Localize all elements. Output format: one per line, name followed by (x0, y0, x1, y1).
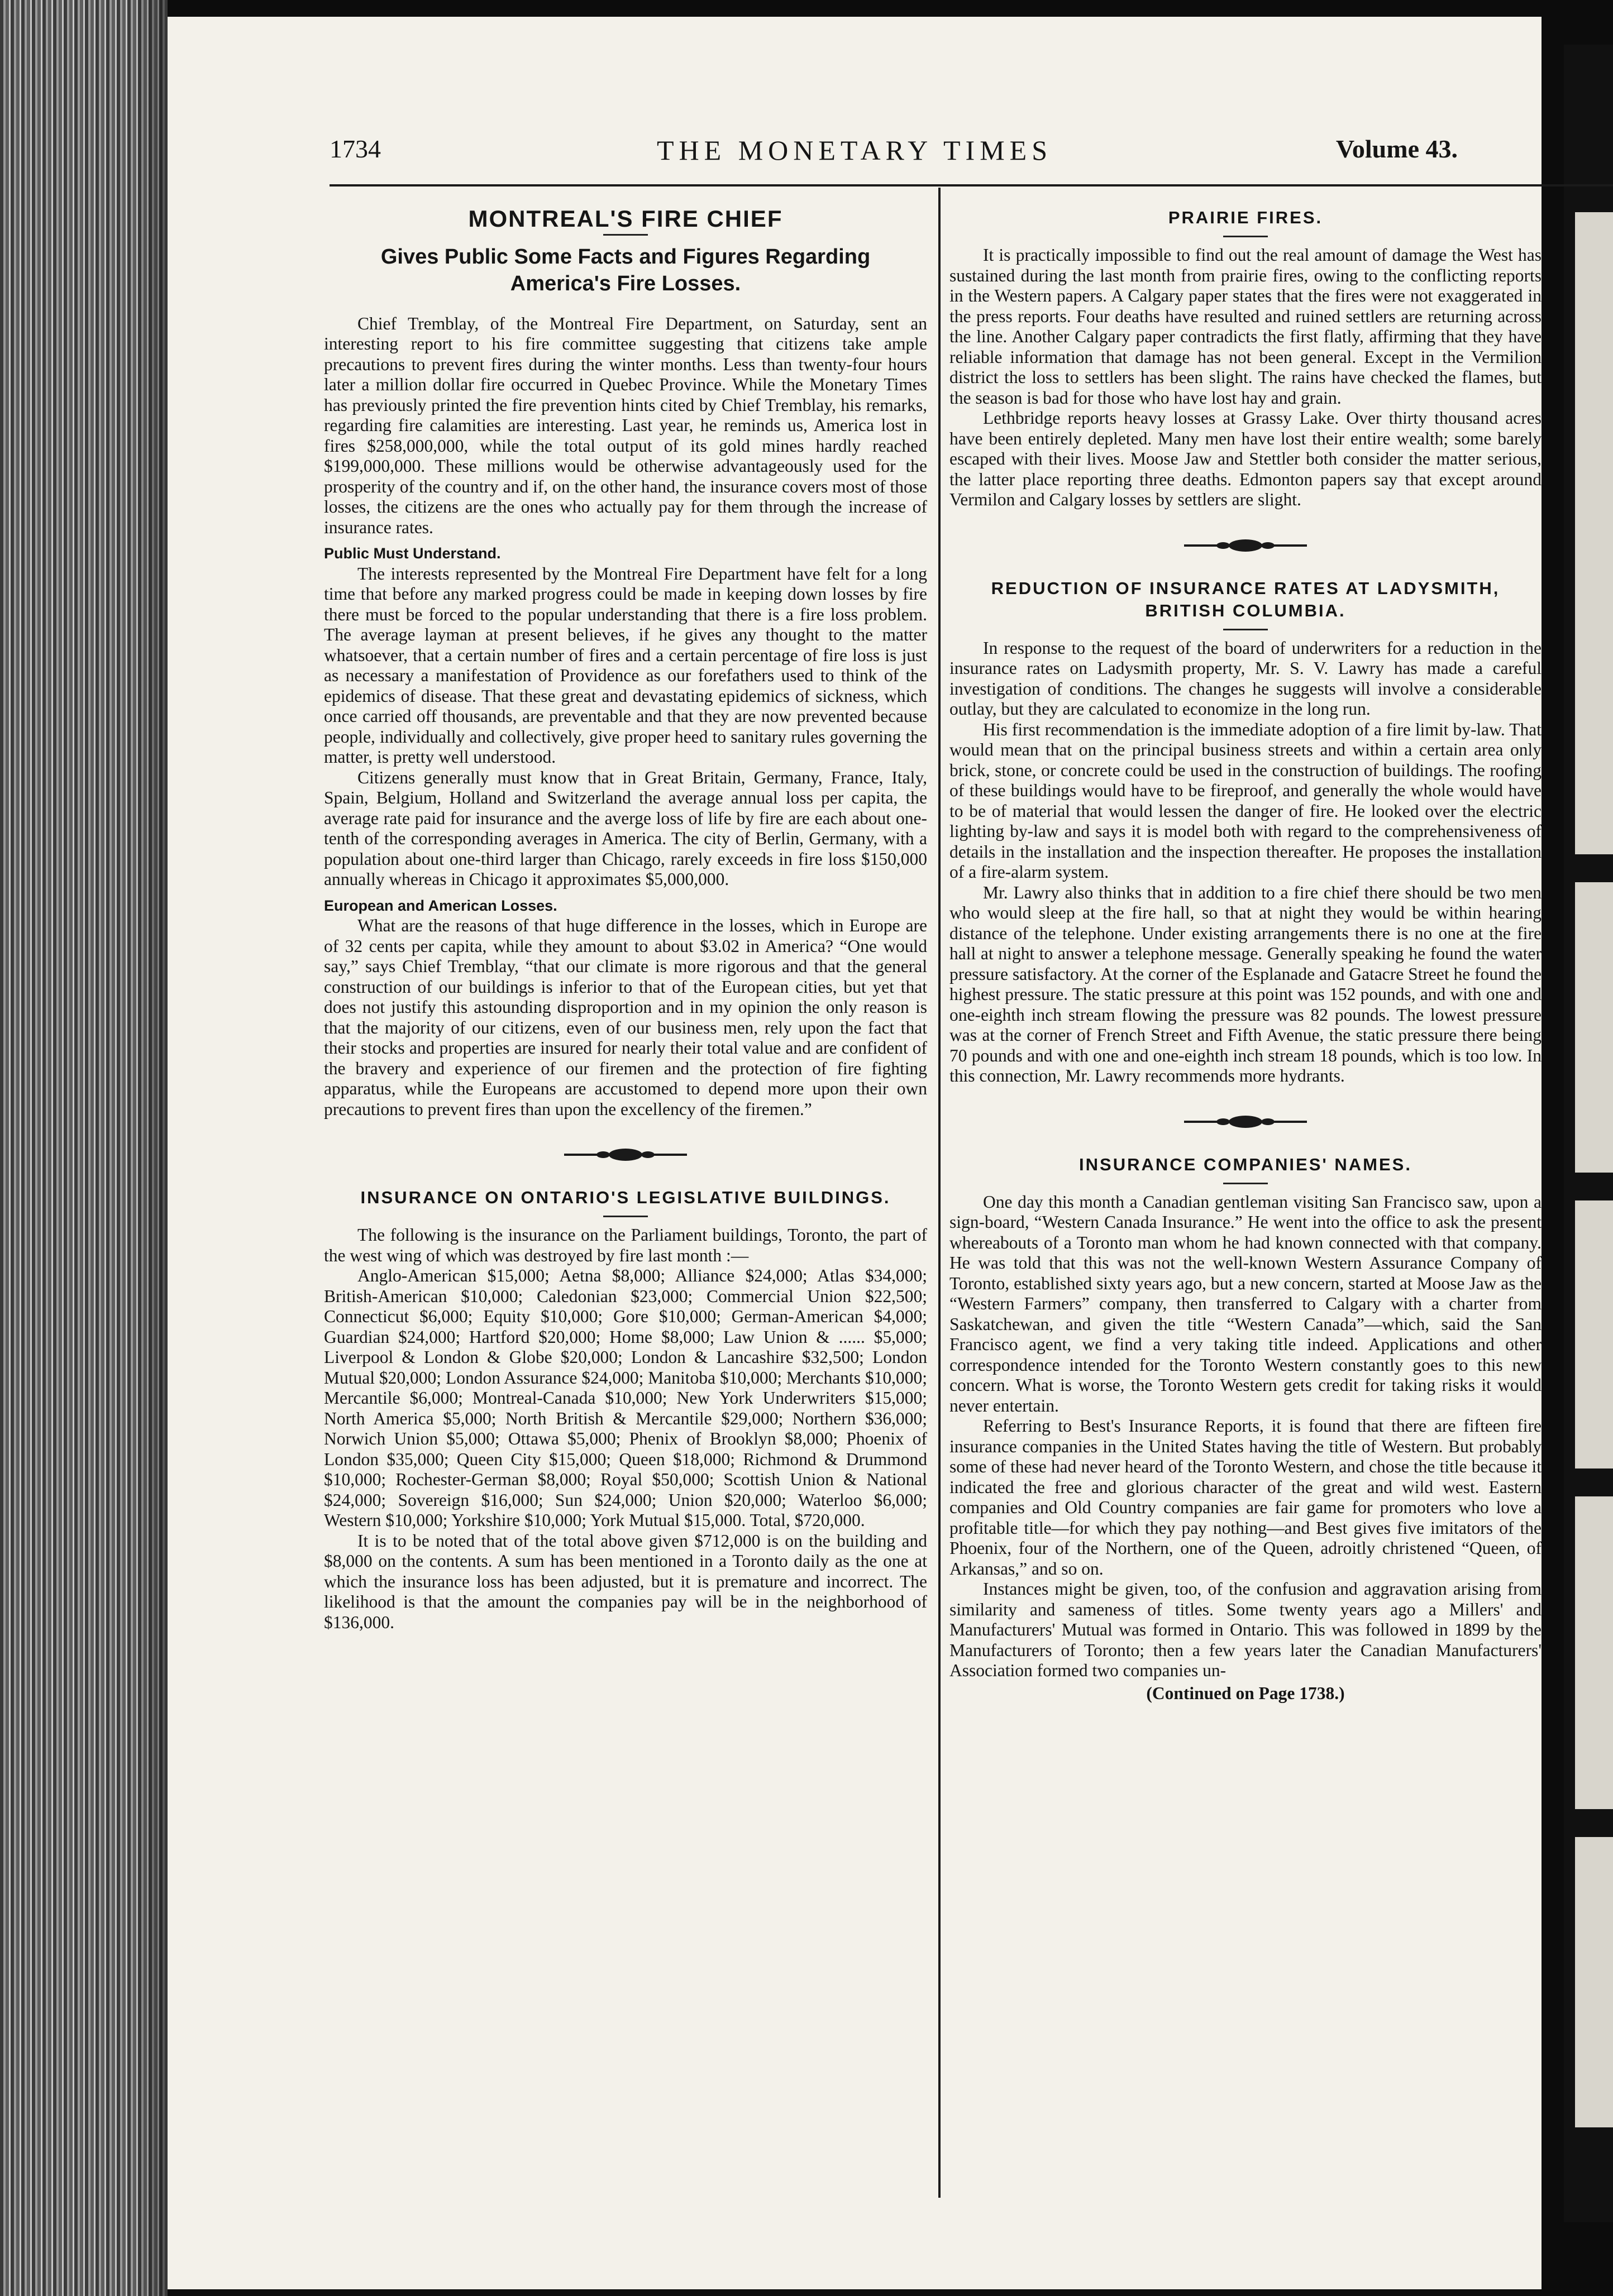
ornament-divider (1178, 1112, 1313, 1131)
publication-title: THE MONETARY TIMES (657, 135, 1052, 166)
page-number: 1734 (330, 135, 381, 163)
paragraph: His first recommendation is the immediate adoption of a fire limit by-law. That would mean that on the principal business streets and within a certain area only brick, stone, or concrete could be used in the construction of buildings. The roofing of these buildings would have to be fireproof, and generally the whole would have to be of material that would lessen the danger of fire. He looked over the electric lighting by-law and says it is model both with regard to the comprehensiveness of details in the installation and the inspection thereafter. He proposes the installation of a fire-alarm system. (949, 719, 1542, 882)
ornament-divider (1178, 536, 1313, 555)
book-binding (0, 0, 168, 2296)
right-column (949, 195, 1542, 1704)
paragraph: Instances might be given, too, of the confusion and aggravation arising from similarity and sameness of titles. Some twenty years ago a Millers' and Manufacturers' Mutual was formed in Ontario. This was followed in 1899 by the Manufacturers of Toronto; then a few years later the Canadian Manufacturers' Association formed two companies un- (949, 1579, 1542, 1680)
header-rule (330, 184, 1613, 186)
paragraph: One day this month a Canadian gentleman visiting San Francisco saw, upon a sign-board, “Western Canada Insurance.” He went into the office to ask the present whereabouts of a Toronto man whom he had known connected with that company. He was told that this was not the well-known Western Assurance Company of Toronto, established sixty years ago, but a new concern, started at Moose Jaw as the “Western Farmers” company, then transferred to Calgary with a charter from Saskatchewan, and given the title “Western Canada”—which, said the San Francisco agent, we find a very taking title indeed. Applications and other correspondence intended for the Toronto Western constantly goes to this new concern. What is worse, the Toronto Western gets credit for taking risks it would never entertain. (949, 1192, 1542, 1415)
article-subtitle: Gives Public Some Facts and Figures Regarding America's Fire Losses. (380, 245, 871, 295)
paragraph: The following is the insurance on the Parliament buildings, Toronto, the part of the west wing of which was destroyed by fire last month :— (324, 1225, 927, 1265)
paragraph: Mr. Lawry also thinks that in addition to a fire chief there should be two men who would sleep at the fire hall, so that at night they would be within hearing distance of the telephone. Under existing arrangements there is no one at the fire hall at night to answer a telephone message. Generally speaking he found the water pressure satisfactory. At the corner of the Esplanade and Gatacre Street he found the highest pressure. The static pressure at this point was 152 pounds, and with one and one-eighth inch stream flowing the pressure was 82 pounds. The lowest pressure was at the corner of French Street and Fifth Avenue, the static pressure there being 70 pounds and with one and one-eighth inch stream 18 pounds, which is too low. In this connection, Mr. Lawry recommends more hydrants. (949, 882, 1542, 1085)
article-title-company-names: INSURANCE COMPANIES' NAMES. (1079, 1154, 1412, 1174)
paragraph: Chief Tremblay, of the Montreal Fire Department, on Saturday, sent an interesting report to his fire committee suggesting that citizens take ample precautions to prevent fires during the winter months. Less than twenty-four hours later a million dollar fire occurred in Quebec Province. While the Monetary Times has previously printed the fire prevention hints cited by Chief Tremblay, his remarks, regarding fire calamities are interesting. Last year, he reminds us, America lost in fires $258,000,000, while the total output of its gold mines hardly reached $199,000,000. These millions would be otherwise advantageously used for the prosperity of the country and if, on the other hand, the insurance covers most of those losses, the citizens are the ones who actually pay for them through the increase of insurance rates. (324, 313, 927, 537)
article-title-ladysmith: REDUCTION OF INSURANCE RATES AT LADYSMITH, BRITISH COLUMBIA. (991, 578, 1500, 620)
paragraph: Referring to Best's Insurance Reports, it is found that there are fifteen fire insurance companies in the United States having the title of Western. But probably some of these had never heard of the Toronto Western, and chose the title because it indicated the free and glorious character of the great and wild west. Eastern companies and Old Country companies are fair game for promoters who love a profitable title—for which they pay nothing—and Best gives five imitators of the Phoenix, four of the Northern, one of the Queen, adroitly christened “Queen, of Arkansas,” and so on. (949, 1416, 1542, 1578)
title-dash (1223, 1183, 1268, 1184)
ornament-divider (559, 1145, 693, 1164)
adjacent-page-edge (1564, 45, 1613, 2222)
title-dash (603, 1216, 648, 1217)
title-dash (603, 234, 648, 236)
title-dash (1223, 629, 1268, 630)
continued-label: (Continued on Page 1738.) (1146, 1683, 1345, 1703)
title-dash (1223, 236, 1268, 237)
column-divider (938, 188, 941, 2198)
paragraph: Lethbridge reports heavy losses at Grassy Lake. Over thirty thousand acres have been entirely depleted. Many men have lost their entire wealth; some barely escaped with their lives. Moose Jaw and Stettler both consider the matter serious, the latter place reporting three deaths. Edmonton papers say that except around Vermilon and Calgary losses by settlers are slight. (949, 408, 1542, 509)
paragraph: The interests represented by the Montreal Fire Department have felt for a long time that before any marked progress could be made in keeping down losses by fire there must be forced to the popular understanding that there is a fire loss problem. The average layman at present believes, if he gives any thought to the matter whatsoever, that a certain number of fires and a certain percentage of fire loss is just as necessary a manifestation of Providence as our forefathers used to think of the epidemics of disease. That these great and devastating epidemics of sickness, which once carried off thousands, are preventable and that they are now prevented because people, individually and collectively, give proper heed to sanitary rules governing the matter, is pretty well understood. (324, 563, 927, 767)
article-title-ontario: INSURANCE ON ONTARIO'S LEGISLATIVE BUILDINGS. (360, 1188, 891, 1207)
paragraph: Citizens generally must know that in Great Britain, Germany, France, Italy, Spain, Belgium, Holland and Switzerland the average annual loss per capita, the average rate paid for insurance and the averge loss of life by fire are each about one-tenth of the corresponding averages in America. The city of Berlin, Germany, with a population about one-third larger than Chicago, rarely exceeds in fire loss $150,000 annually whereas in Chicago it approximates $5,000,000. (324, 767, 927, 889)
article-title-prairie-fires: PRAIRIE FIRES. (1168, 208, 1323, 227)
paragraph: It is to be noted that of the total above given $712,000 is on the building and $8,000 on the contents. A sum has been mentioned in a Toronto daily as the one at which the insurance loss has been adjusted, but it is premature and incorrect. The likelihood is that the amount the companies pay will be in the neighborhood of $136,000. (324, 1530, 927, 1632)
side-heading: Public Must Understand. (324, 545, 501, 562)
article-title-fire-chief: MONTREAL'S FIRE CHIEF (468, 205, 783, 232)
newspaper-page (168, 17, 1542, 2289)
side-heading: European and American Losses. (324, 897, 557, 914)
continued-note (949, 1683, 1542, 1704)
paragraph: In response to the request of the board of underwriters for a reduction in the insurance rates on Ladysmith property, Mr. S. V. Lawry has made a careful investigation of conditions. The changes he suggests will involve a considerable outlay, but they are calculated to economize in the long run. (949, 638, 1542, 719)
left-column (324, 195, 927, 1633)
volume-label: Volume 43. (1335, 135, 1458, 163)
paragraph: It is practically impossible to find out the real amount of damage the West has sustained during the last month from prairie fires, owing to the conflicting reports in the Western papers. A Calgary paper states that the fires were not exaggerated in the press reports. Four deaths have resulted and ruined settlers are returning across the line. Another Calgary paper contradicts the first flatly, affirming that they have reliable information that damage has not been general. Except in the Vermilion district the loss to settlers has been slight. The rains have checked the flames, but the season is bad for those who have lost hay and grain. (949, 245, 1542, 408)
paragraph: Anglo-American $15,000; Aetna $8,000; Alliance $24,000; Atlas $34,000; British-American $10,000; Caledonian $23,000; Commercial Union $22,500; Connecticut $6,000; Equity $10,000; Gore $10,000; German-American $4,000; Guardian $24,000; Hartford $20,000; Home $8,000; Law Union & ...... $5,000; Liverpool & London & Globe $20,000; London & Lancashire $32,500; London Mutual $20,000; London Assurance $24,000; Manitoba $10,000; Merchants $10,000; Mercantile $6,000; Montreal-Canada $10,000; New York Underwriters $15,000; North America $5,000; North British & Mercantile $29,000; Northern $36,000; Norwich Union $5,000; Ottawa $5,000; Phenix of Brooklyn $8,000; Phoenix of London $35,000; Queen City $15,000; Queen $18,000; Richmond & Drummond $10,000; Rochester-German $8,000; Royal $50,000; Scottish Union & National $24,000; Sovereign $16,000; Sun $24,000; Union $20,000; Waterloo $6,000; Western $10,000; Yorkshire $10,000; York Mutual $15,000. Total, $720,000. (324, 1266, 927, 1530)
running-header (168, 134, 1542, 179)
paragraph: What are the reasons of that huge difference in the losses, which in Europe are of 32 cents per capita, while they amount to about $3.02 in America? “One would say,” says Chief Tremblay, “that our climate is more rigorous and that the general construction of our buildings is inferior to that of the European cities, but yet that does not justify this astounding disproportion and in my opinion the only reason is that the majority of our citizens, even of our business men, rely upon the fact that their stocks and properties are insured for nearly their total value and are confident of the bravery and experience of our firemen and the protection of fire fighting apparatus, while the Europeans are accustomed to depend more upon their own precautions to prevent fires than upon the excellency of the firemen.” (324, 916, 927, 1119)
